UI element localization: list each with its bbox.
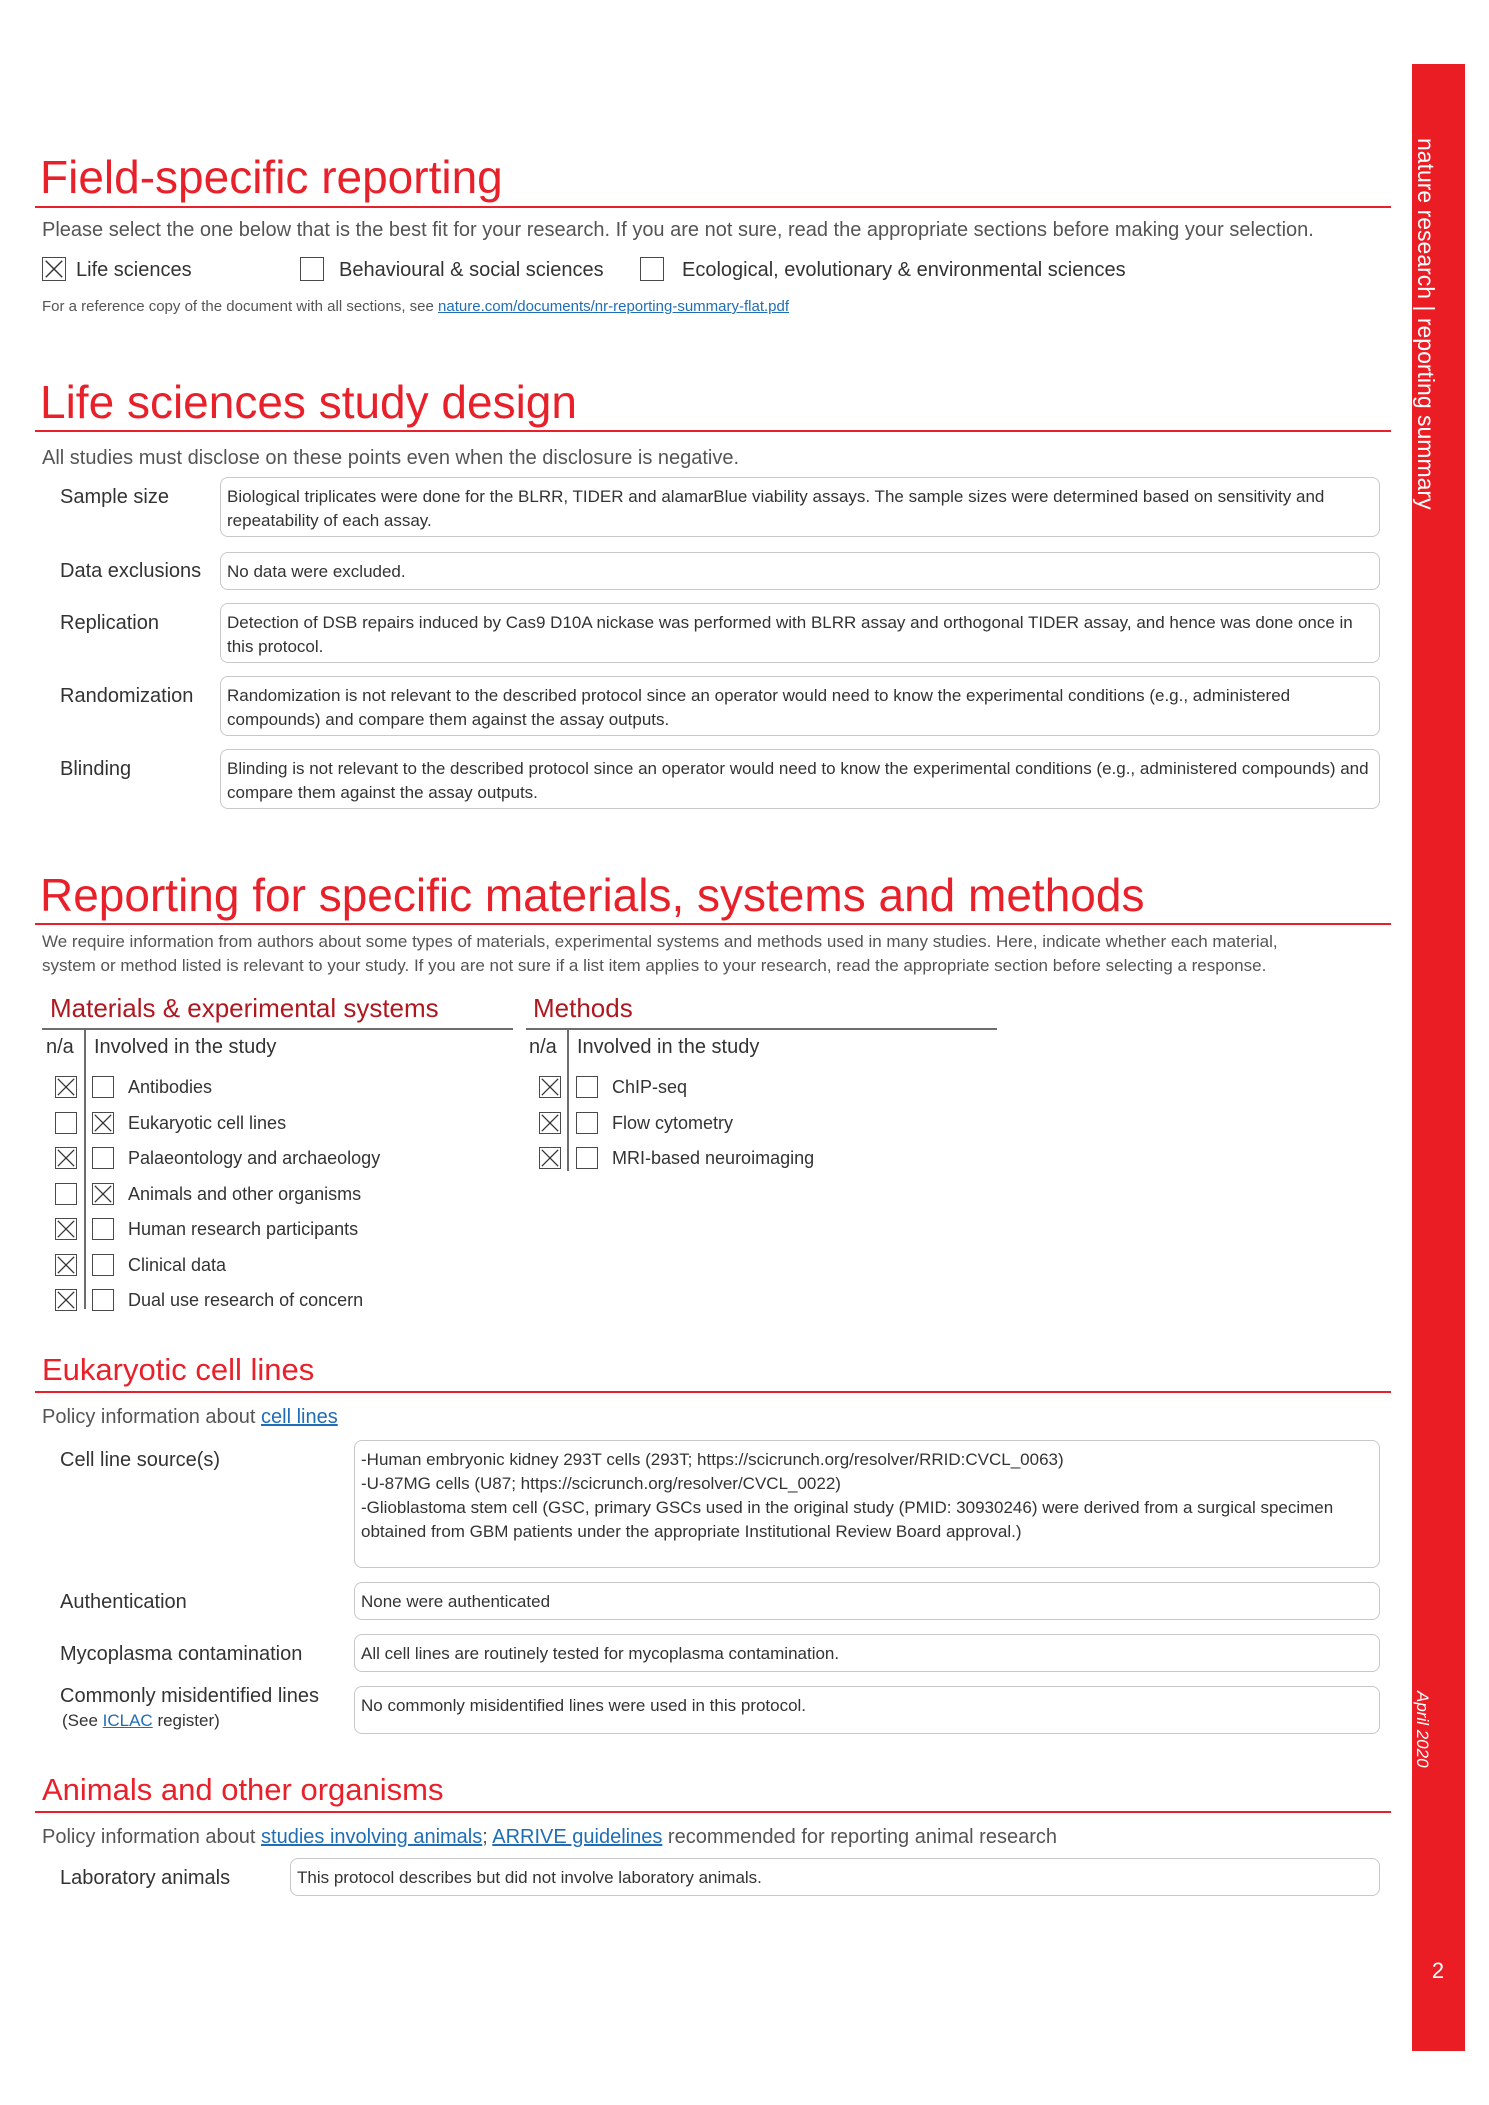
table-item-label: MRI-based neuroimaging	[612, 1148, 815, 1168]
field-replication[interactable]: Detection of DSB repairs induced by Cas9 D10A nickase was performed with BLRR assay and orthogonal TIDER assay, and hence was done once in this protocol.	[220, 603, 1380, 663]
misidentified-note	[62, 1711, 220, 1731]
field-specific-intro: Please select the one below that is the best fit for your research. If you are not sure, read the appropriate sections before making your selection.	[42, 219, 1314, 241]
note-suffix: register)	[152, 1711, 220, 1730]
reference-note	[42, 298, 789, 315]
label-laboratory-animals: Laboratory animals	[60, 1867, 231, 1889]
col-na: n/a	[529, 1036, 557, 1058]
checkbox-na[interactable]	[539, 1076, 561, 1098]
reference-text: For a reference copy of the document with all sections, see	[42, 298, 439, 315]
checkbox-involved[interactable]	[92, 1076, 114, 1098]
checkbox-involved[interactable]	[92, 1112, 114, 1134]
checkbox-na[interactable]	[539, 1112, 561, 1134]
page-number: 2	[1431, 1958, 1445, 1983]
heading-cell-lines: Eukaryotic cell lines	[42, 1352, 315, 1387]
divider	[526, 1028, 997, 1030]
policy-suffix: recommended for reporting animal research	[662, 1826, 1057, 1848]
checkbox-involved[interactable]	[92, 1254, 114, 1276]
field-data-exclusions[interactable]: No data were excluded.	[220, 552, 1380, 590]
label-misidentified: Commonly misidentified lines	[60, 1685, 319, 1707]
table-item-label: Human research participants	[128, 1219, 359, 1239]
table-item-label: Animals and other organisms	[128, 1183, 362, 1204]
checkbox-involved[interactable]	[92, 1183, 114, 1205]
field-authentication[interactable]: None were authenticated	[354, 1582, 1380, 1620]
col-na: n/a	[46, 1036, 74, 1058]
heading-materials: Reporting for specific materials, systems and methods	[40, 869, 1145, 921]
field-mycoplasma[interactable]: All cell lines are routinely tested for mycoplasma contamination.	[354, 1634, 1380, 1672]
link-arrive[interactable]: ARRIVE guidelines	[492, 1826, 663, 1848]
label-randomization: Randomization	[60, 685, 194, 707]
methods-table-title: Methods	[533, 993, 633, 1023]
divider	[35, 923, 1391, 925]
cell-lines-policy	[42, 1405, 338, 1429]
link-studies-animals[interactable]: studies involving animals	[261, 1826, 483, 1848]
materials-intro-line-1: We require information from authors about some types of materials, experimental systems and methods used in many studies. Here, indicate whether each material,	[42, 932, 1278, 951]
divider	[35, 206, 1391, 208]
table-item-label: Dual use research of concern	[128, 1290, 364, 1310]
sidebar-date: April 2020	[1413, 1691, 1432, 1768]
heading-field-specific: Field-specific reporting	[40, 151, 503, 203]
checkbox-involved[interactable]	[576, 1076, 598, 1098]
source-line: -U-87MG cells (U87; https://scicrunch.org/resolver/CVCL_0022)	[361, 1474, 841, 1493]
reference-link[interactable]: nature.com/documents/nr-reporting-summary-flat.pdf	[438, 298, 790, 315]
materials-intro	[42, 930, 1278, 978]
study-design-intro: All studies must disclose on these points even when the disclosure is negative.	[42, 447, 740, 469]
checkbox-na[interactable]	[55, 1076, 77, 1098]
label-sample-size: Sample size	[60, 486, 169, 508]
field-blinding[interactable]: Blinding is not relevant to the described protocol since an operator would need to know the experimental conditions (e.g., administered compounds) and compare them against the assay outputs.	[220, 749, 1380, 809]
table-item-label: Eukaryotic cell lines	[128, 1112, 287, 1133]
option-life-sciences: Life sciences	[76, 259, 192, 281]
table-item-label: Flow cytometry	[612, 1112, 734, 1133]
checkbox-na[interactable]	[55, 1183, 77, 1205]
field-laboratory-animals[interactable]: This protocol describes but did not involve laboratory animals.	[290, 1858, 1380, 1896]
checkbox-na[interactable]	[55, 1289, 77, 1311]
table-item-label: ChIP-seq	[612, 1077, 688, 1097]
checkbox-ecological[interactable]	[640, 257, 664, 281]
label-mycoplasma: Mycoplasma contamination	[60, 1643, 303, 1665]
checkbox-na[interactable]	[55, 1218, 77, 1240]
heading-animals: Animals and other organisms	[42, 1772, 444, 1807]
label-cell-line-source: Cell line source(s)	[60, 1449, 221, 1471]
label-data-exclusions: Data exclusions	[60, 560, 202, 582]
note-prefix: (See	[62, 1711, 103, 1730]
table-item-label: Palaeontology and archaeology	[128, 1148, 381, 1168]
source-line: -Human embryonic kidney 293T cells (293T; https://scicrunch.org/resolver/RRID:CVCL_0063)	[361, 1450, 1064, 1469]
option-behavioural: Behavioural & social sciences	[339, 259, 604, 281]
materials-intro-line-2: system or method listed is relevant to your study. If you are not sure if a list item applies to your research, read the appropriate section before selecting a response.	[42, 956, 1267, 975]
checkbox-na[interactable]	[55, 1147, 77, 1169]
link-iclac[interactable]: ICLAC	[102, 1711, 153, 1730]
policy-prefix: Policy information about	[42, 1826, 262, 1848]
checkbox-involved[interactable]	[92, 1289, 114, 1311]
link-cell-lines[interactable]: cell lines	[261, 1406, 338, 1428]
divider	[35, 1391, 1391, 1393]
checkbox-involved[interactable]	[576, 1147, 598, 1169]
col-involved: Involved in the study	[577, 1036, 760, 1058]
field-cell-line-source[interactable]	[354, 1440, 1380, 1568]
sidebar-title: nature research | reporting summary	[1413, 138, 1439, 510]
heading-study-design: Life sciences study design	[40, 376, 577, 428]
source-line: -Glioblastoma stem cell (GSC, primary GSCs used in the original study (PMID: 30930246) were derived from a surgical specimen obtained from GBM patients under the appropriate Institutional Review Board approval.)	[361, 1498, 1334, 1541]
label-authentication: Authentication	[60, 1591, 187, 1613]
table-divider	[84, 1029, 86, 1309]
option-ecological: Ecological, evolutionary & environmental sciences	[682, 259, 1126, 281]
col-involved: Involved in the study	[94, 1036, 277, 1058]
policy-sep: ;	[482, 1826, 493, 1848]
field-randomization[interactable]: Randomization is not relevant to the described protocol since an operator would need to know the experimental conditions (e.g., administered compounds) and compare them against the assay outputs.	[220, 676, 1380, 736]
policy-prefix: Policy information about	[42, 1406, 262, 1428]
field-misidentified[interactable]: No commonly misidentified lines were used in this protocol.	[354, 1686, 1380, 1734]
table-divider	[567, 1029, 569, 1171]
checkbox-life-sciences[interactable]	[42, 257, 66, 281]
checkbox-na[interactable]	[55, 1112, 77, 1134]
checkbox-involved[interactable]	[92, 1147, 114, 1169]
checkbox-behavioural[interactable]	[300, 257, 324, 281]
checkbox-na[interactable]	[55, 1254, 77, 1276]
checkbox-involved[interactable]	[576, 1112, 598, 1134]
table-item-label: Antibodies	[128, 1077, 213, 1097]
label-replication: Replication	[60, 612, 159, 634]
checkbox-na[interactable]	[539, 1147, 561, 1169]
divider	[42, 1028, 513, 1030]
animals-policy	[42, 1825, 1057, 1849]
divider	[35, 1811, 1391, 1813]
checkbox-involved[interactable]	[92, 1218, 114, 1240]
divider	[35, 430, 1391, 432]
table-item-label: Clinical data	[128, 1254, 227, 1275]
field-sample-size[interactable]: Biological triplicates were done for the BLRR, TIDER and alamarBlue viability assays. The sample sizes were determined based on sensitivity and repeatability of each assay.	[220, 477, 1380, 537]
materials-table-title: Materials & experimental systems	[50, 993, 439, 1023]
label-blinding: Blinding	[60, 758, 132, 780]
